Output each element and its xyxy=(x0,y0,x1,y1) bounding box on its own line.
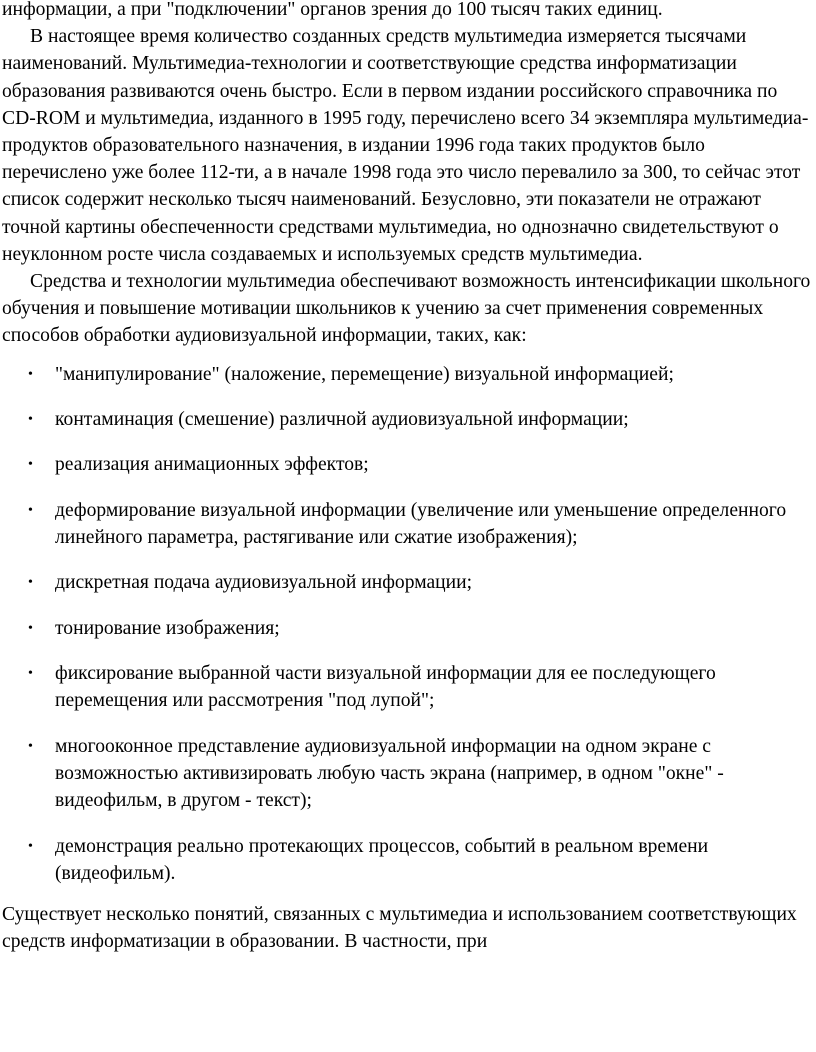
list-item xyxy=(2,660,814,714)
paragraph-multimedia-count: В настоящее время количество созданных средств мультимедиа измеряется тысячами наименований. Мультимедиа-технологии и соответствующие средства информатизации образования развиваются очень быстро. Если в первом издании российского справочника по CD-ROM и мультимедиа, изданного в 1995 году, перечислено всего 34 экземпляра мультимедиа-продуктов образовательного назначения, в издании 1996 года таких продуктов было перечислено уже более 112-ти, а в начале 1998 года это число перевалило за 300, то сейчас этот список содержит несколько тысяч наименований. Безусловно, эти показатели не отражают точной картины обеспеченности средствами мультимедиа, но однозначно свидетельствуют о неуклонном росте числа создаваемых и используемых средств мультимедиа. xyxy=(2,26,809,265)
bullet-icon: • xyxy=(28,366,33,382)
bullet-icon: • xyxy=(28,620,33,636)
bullet-icon: • xyxy=(28,575,33,591)
list-item-text: "манипулирование" (наложение, перемещение) визуальной информацией; xyxy=(55,363,674,385)
list-item-text: тонирование изображения; xyxy=(55,617,280,639)
document-page xyxy=(2,0,814,956)
list-item-text: фиксирование выбранной части визуальной информации для ее последующего перемещения или рассмотрения "под лупой"; xyxy=(55,663,716,712)
list-item-text: дискретная подача аудиовизуальной информации; xyxy=(55,572,473,594)
bullet-icon: • xyxy=(28,502,33,518)
bullet-icon: • xyxy=(28,412,33,428)
list-item xyxy=(2,361,814,388)
bullet-icon: • xyxy=(28,457,33,473)
list-item xyxy=(2,733,814,815)
bullet-icon: • xyxy=(28,738,33,754)
list-item-text: контаминация (смешение) различной аудиовизуальной информации; xyxy=(55,409,629,431)
list-item-text: демонстрация реально протекающих процессов, событий в реальном времени (видеофильм). xyxy=(55,835,709,884)
intro-line: информации, а при "подключении" органов зрения до 100 тысяч таких единиц. xyxy=(2,0,663,20)
list-item xyxy=(2,451,814,478)
list-item xyxy=(2,569,814,596)
bullet-icon: • xyxy=(28,666,33,682)
paragraph-multimedia-means: Средства и технологии мультимедиа обеспечивают возможность интенсификации школьного обучения и повышение мотивации школьников к учению за счет применения современных способов обработки аудиовизуальной информации, таких, как: xyxy=(2,271,811,347)
list-item xyxy=(2,615,814,642)
list-item xyxy=(2,406,814,433)
bullet-icon: • xyxy=(28,838,33,854)
list-item xyxy=(2,833,814,887)
bullet-list xyxy=(2,361,814,887)
list-item-text: реализация анимационных эффектов; xyxy=(55,454,369,476)
list-item-text: деформирование визуальной информации (увеличение или уменьшение определенного линейного параметра, растягивание или сжатие изображения); xyxy=(55,499,787,549)
list-item xyxy=(2,497,814,551)
list-item-text: многооконное представление аудиовизуальной информации на одном экране с возможностью активизировать любую часть экрана (например, в одном "окне" - видеофильм, в другом - текст); xyxy=(55,735,724,812)
closing-paragraph: Существует несколько понятий, связанных с мультимедиа и использованием соответствующих средств информатизации в образовании. В частности, при xyxy=(2,904,797,953)
